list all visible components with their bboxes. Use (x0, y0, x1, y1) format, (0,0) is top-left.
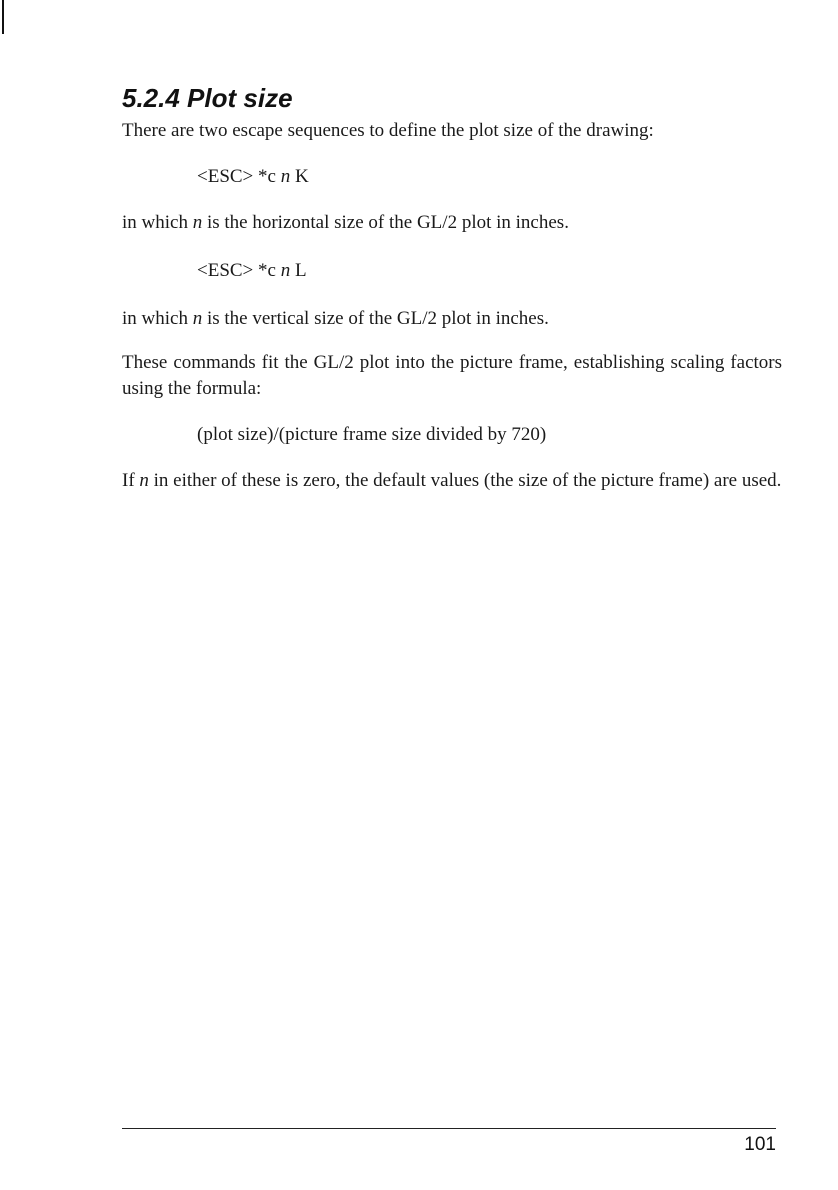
section-title: 5.2.4 Plot size (122, 83, 293, 113)
scan-edge-mark (2, 0, 4, 34)
escape-sequence-vertical: <ESC> *c n L (197, 260, 307, 281)
default-values-paragraph: If n in either of these is zero, the default values (the size of the picture frame) are used. (122, 470, 782, 491)
footer-rule (122, 1128, 776, 1129)
scaling-formula: (plot size)/(picture frame size divided by 720) (197, 424, 547, 445)
document-page (122, 82, 782, 494)
escape-sequence-horizontal: <ESC> *c n K (197, 166, 309, 187)
scaling-paragraph: These commands fit the GL/2 plot into the picture frame, establishing scaling factors using the formula: (122, 352, 782, 399)
page-number: 101 (744, 1134, 776, 1155)
vertical-size-description: in which n is the vertical size of the GL/2 plot in inches. (122, 308, 549, 329)
intro-paragraph: There are two escape sequences to define the plot size of the drawing: (122, 120, 654, 141)
horizontal-size-description: in which n is the horizontal size of the GL/2 plot in inches. (122, 212, 569, 233)
